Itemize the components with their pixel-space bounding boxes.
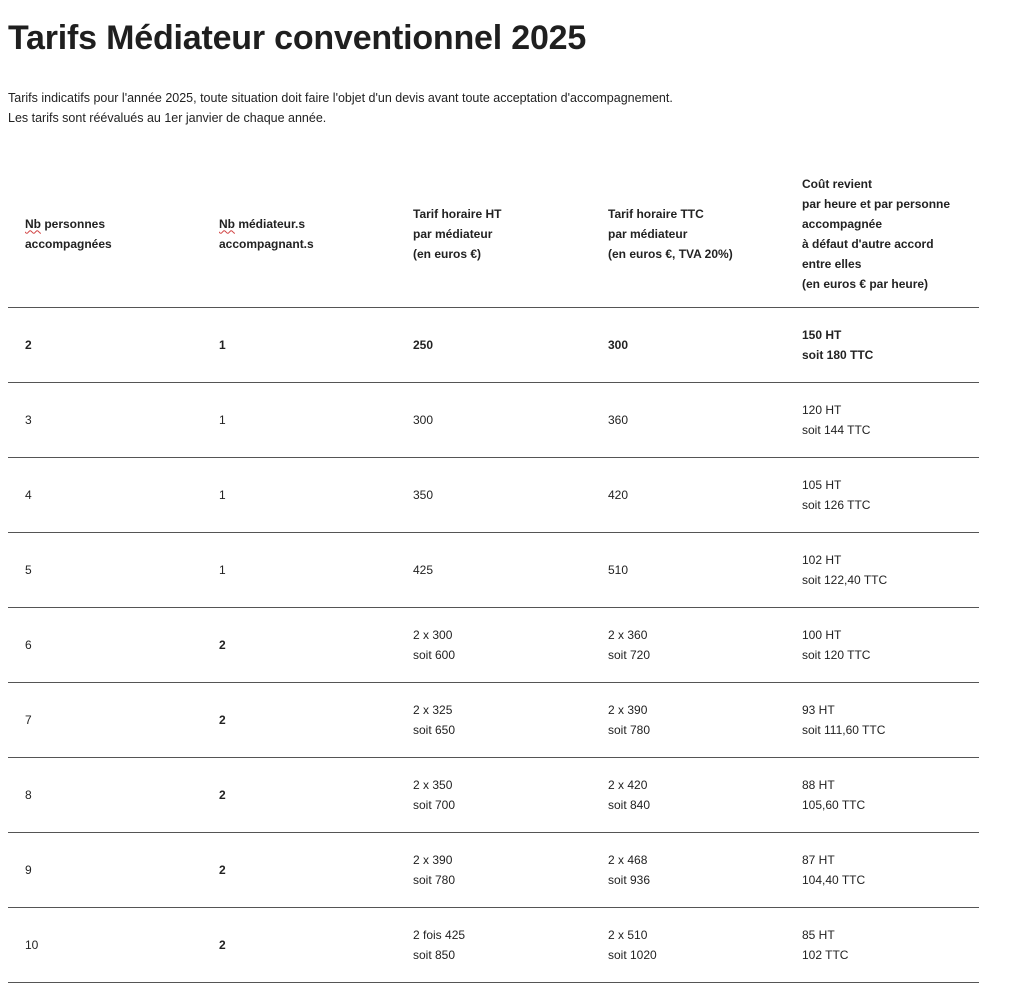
header-mediators-line-1 [219,214,396,234]
cell-rate-ht [396,608,591,683]
table-row [8,458,979,533]
cell-cost [785,683,979,758]
cell-rate-ttc-line: 2 x 420 [608,778,648,792]
cell-persons: 9 [8,833,202,908]
cell-cost-line: soit 144 TTC [802,423,871,437]
cell-rate-ttc [591,383,785,458]
cell-rate-ht-line: 2 x 350 [413,778,453,792]
cell-mediators: 1 [202,533,396,608]
cell-cost [785,908,979,983]
header-mediators-line-2: accompagnant.s [219,236,314,251]
cell-rate-ht-line: 350 [413,488,434,502]
header-cost-line-2: par heure et par personne [802,196,951,211]
header-persons-line-1-rest: personnes [41,216,106,231]
table-row [8,383,979,458]
cell-rate-ttc-line: 300 [608,338,629,352]
cell-cost-line: 102 TTC [802,948,849,962]
cell-rate-ht-line: soit 700 [413,798,456,812]
cell-persons: 6 [8,608,202,683]
cell-mediators: 2 [202,608,396,683]
cell-rate-ht [396,758,591,833]
cell-cost [785,533,979,608]
cell-mediators: 1 [202,308,396,383]
cell-cost-line: 120 HT [802,403,842,417]
cell-cost [785,458,979,533]
cell-rate-ttc-line: soit 1020 [608,948,657,962]
cell-cost-line: 102 HT [802,553,842,567]
table-row [8,683,979,758]
header-persons-line-1 [25,214,202,234]
table-row [8,758,979,833]
cell-rate-ht-line: 250 [413,338,434,352]
cell-persons: 8 [8,758,202,833]
cell-rate-ht [396,458,591,533]
cell-cost-line: soit 126 TTC [802,498,871,512]
cell-rate-ttc-line: 2 x 360 [608,628,648,642]
intro-line-1: Tarifs indicatifs pour l'année 2025, toute situation doit faire l'objet d'un devis avant toute acceptation d'accompagnement. [8,91,673,105]
cell-cost-line: soit 122,40 TTC [802,573,888,587]
cell-rate-ttc [591,758,785,833]
header-cost-line-5: entre elles [802,256,862,271]
cell-cost-line: 100 HT [802,628,842,642]
cell-rate-ttc [591,833,785,908]
cell-persons: 7 [8,683,202,758]
cell-rate-ht-line: soit 850 [413,948,456,962]
cell-rate-ht-line: soit 650 [413,723,456,737]
page-title: Tarifs Médiateur conventionnel 2025 [8,19,587,57]
cell-cost-line: soit 111,60 TTC [802,723,886,737]
cell-rate-ttc [591,533,785,608]
cell-rate-ht-line: 425 [413,563,434,577]
cell-cost-line: soit 180 TTC [802,348,874,362]
table-header-row [8,160,979,308]
spell-mark-nb: Nb [25,216,41,231]
cell-persons: 3 [8,383,202,458]
header-rate-ht-line-3: (en euros €) [413,246,482,261]
cell-cost-line: soit 120 TTC [802,648,871,662]
cell-cost [785,383,979,458]
header-rate-ht [396,160,591,308]
header-rate-ht-line-1: Tarif horaire HT [413,206,502,221]
cell-cost-line: 104,40 TTC [802,873,866,887]
cell-rate-ttc-line: 2 x 510 [608,928,648,942]
cell-rate-ttc-line: 2 x 390 [608,703,648,717]
pricing-table [8,160,979,983]
header-mediators-line-1-rest: médiateur.s [235,216,306,231]
cell-rate-ttc [591,608,785,683]
header-cost-line-1: Coût revient [802,176,873,191]
spell-mark-nb-2: Nb [219,216,235,231]
cell-mediators: 1 [202,383,396,458]
cell-rate-ttc [591,308,785,383]
table-row [8,908,979,983]
cell-rate-ht [396,533,591,608]
pricing-table-body [8,308,979,983]
cell-mediators: 1 [202,458,396,533]
cell-persons: 4 [8,458,202,533]
cell-rate-ttc-line: soit 780 [608,723,651,737]
header-cost-line-6: (en euros € par heure) [802,276,929,291]
cell-cost [785,608,979,683]
cell-rate-ht [396,833,591,908]
cell-rate-ht-line: 2 fois 425 [413,928,466,942]
header-cost-line-4: à défaut d'autre accord [802,236,934,251]
header-rate-ht-line-2: par médiateur [413,226,493,241]
table-row [8,533,979,608]
header-cost-line-3: accompagnée [802,216,883,231]
header-persons-line-2: accompagnées [25,236,112,251]
cell-rate-ht [396,908,591,983]
header-persons [8,160,202,308]
cell-rate-ttc [591,908,785,983]
cell-rate-ttc [591,458,785,533]
cell-rate-ttc-line: soit 720 [608,648,651,662]
cell-rate-ht [396,383,591,458]
cell-rate-ht-line: 2 x 300 [413,628,453,642]
header-rate-ttc-line-2: par médiateur [608,226,688,241]
cell-rate-ttc-line: 360 [608,413,629,427]
cell-rate-ttc-line: soit 936 [608,873,651,887]
header-rate-ttc [591,160,785,308]
header-rate-ttc-line-3: (en euros €, TVA 20%) [608,246,733,261]
header-rate-ttc-line-1: Tarif horaire TTC [608,206,704,221]
header-cost [785,160,979,308]
cell-rate-ttc-line: 2 x 468 [608,853,648,867]
pricing-table-container [8,160,979,983]
cell-cost-line: 93 HT [802,703,835,717]
intro-line-2: Les tarifs sont réévalués au 1er janvier de chaque année. [8,111,327,125]
table-row [8,833,979,908]
cell-rate-ttc [591,683,785,758]
cell-mediators: 2 [202,908,396,983]
table-row [8,308,979,383]
cell-rate-ttc-line: 510 [608,563,629,577]
cell-rate-ht-line: 2 x 390 [413,853,453,867]
cell-mediators: 2 [202,758,396,833]
cell-rate-ht-line: 2 x 325 [413,703,453,717]
cell-cost [785,758,979,833]
cell-rate-ht-line: soit 600 [413,648,456,662]
cell-cost-line: 85 HT [802,928,835,942]
cell-cost [785,833,979,908]
cell-rate-ttc-line: soit 840 [608,798,651,812]
intro-text [8,88,673,128]
cell-cost-line: 88 HT [802,778,835,792]
cell-rate-ttc-line: 420 [608,488,629,502]
cell-persons: 2 [8,308,202,383]
cell-rate-ht-line: soit 780 [413,873,456,887]
cell-persons: 5 [8,533,202,608]
cell-rate-ht-line: 300 [413,413,434,427]
cell-mediators: 2 [202,833,396,908]
cell-rate-ht [396,683,591,758]
cell-mediators: 2 [202,683,396,758]
cell-cost-line: 105,60 TTC [802,798,866,812]
cell-cost [785,308,979,383]
cell-rate-ht [396,308,591,383]
cell-cost-line: 105 HT [802,478,842,492]
cell-persons: 10 [8,908,202,983]
cell-cost-line: 87 HT [802,853,835,867]
header-mediators [202,160,396,308]
table-row [8,608,979,683]
cell-cost-line: 150 HT [802,328,842,342]
